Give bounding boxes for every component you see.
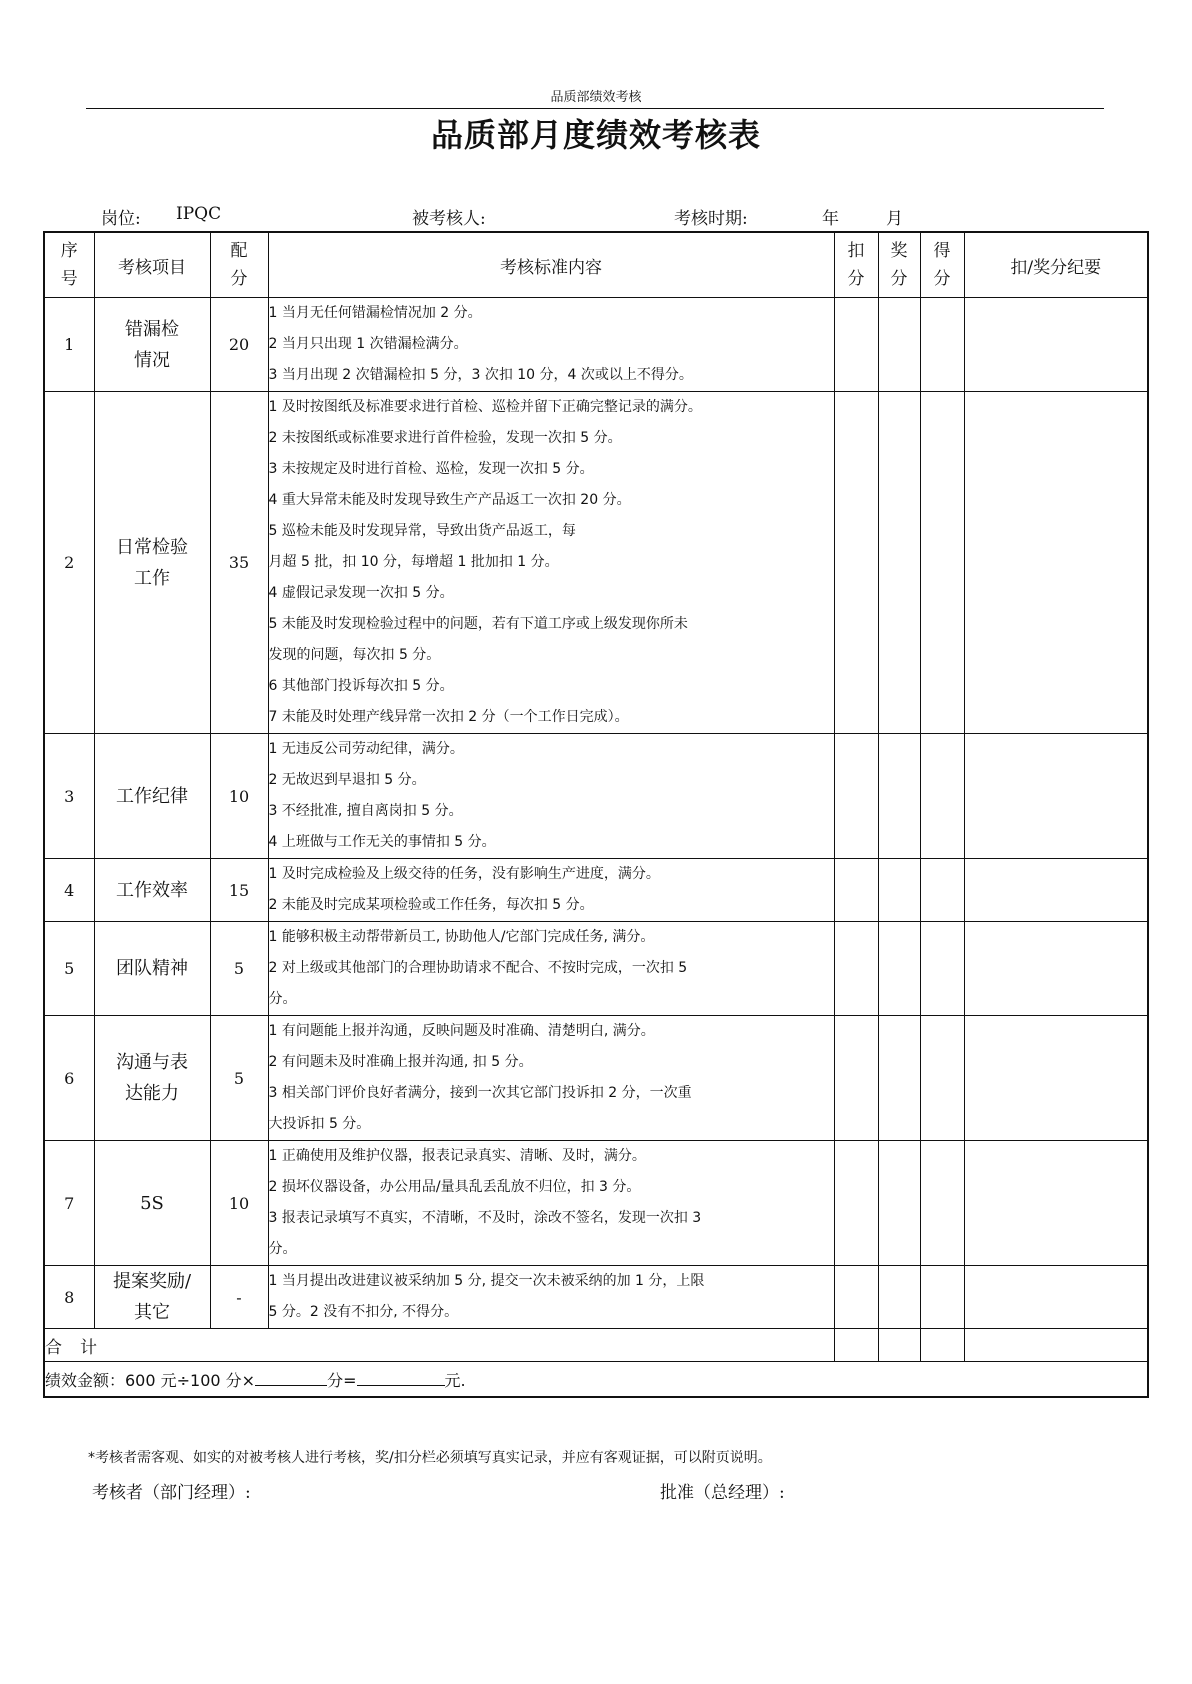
row-points: 15 [210,859,268,922]
examinee-label: 被考核人: [412,209,486,229]
row-seq: 5 [44,922,94,1016]
amount-formula [44,1362,1148,1398]
position-label: 岗位: [101,209,141,229]
running-header: 品质部绩效考核 [550,90,642,105]
row-deduct-cell[interactable] [834,298,878,392]
amount-suffix: 元. [444,1370,466,1390]
row-item [94,298,210,392]
footnote: *考核者需客观、如实的对被考核人进行考核，奖/扣分栏必须填写真实记录，并应有客观证据，可以附页说明。 [88,1450,772,1466]
criteria-line: 1 正确使用及维护仪器，报表记录真实、清晰、及时，满分。 [268,1148,646,1164]
evaluation-table [43,231,1149,1398]
criteria-line: 2 损坏仪器设备，办公用品/量具乱丢乱放不归位，扣 3 分。 [268,1179,641,1195]
row-criteria [268,298,834,392]
row-score-cell[interactable] [920,1016,964,1141]
criteria-line: 7 未能及时处理产线异常一次扣 2 分（一个工作日完成）。 [268,709,629,725]
row-criteria [268,734,834,859]
criteria-line: 5 未能及时发现检验过程中的问题，若有下道工序或上级发现你所未 [268,616,688,632]
total-deduct-cell[interactable] [834,1329,878,1362]
total-bonus-cell[interactable] [878,1329,920,1362]
row-seq: 3 [44,734,94,859]
row-deduct-cell[interactable] [834,1141,878,1266]
criteria-line: 发现的问题，每次扣 5 分。 [268,647,441,663]
total-label: 合计 [44,1329,834,1362]
row-bonus-cell[interactable] [878,1141,920,1266]
criteria-line: 月超 5 批，扣 10 分，每增超 1 批加扣 1 分。 [268,554,559,570]
amount-middle: 分= [327,1370,357,1390]
row-item-line: 日常检验 [116,536,188,558]
header-notes: 扣/奖分纪要 [964,232,1148,298]
row-score-cell[interactable] [920,392,964,734]
amount-row [44,1362,1148,1398]
row-notes-cell[interactable] [964,734,1148,859]
row-seq: 1 [44,298,94,392]
criteria-line: 分。 [268,1241,297,1257]
row-points: 20 [210,298,268,392]
row-criteria [268,1016,834,1141]
score-blank[interactable] [255,1371,327,1386]
year-label: 年 [822,209,839,229]
row-notes-cell[interactable] [964,922,1148,1016]
header-row [44,232,1148,298]
table-row [44,392,1148,734]
table-row [44,859,1148,922]
meta-line [0,204,1192,228]
row-points: 10 [210,734,268,859]
row-bonus-cell[interactable] [878,1266,920,1329]
row-item-line: 错漏检 [125,318,179,340]
row-item-line: 团队精神 [116,958,188,979]
row-points: 10 [210,1141,268,1266]
row-item [94,859,210,922]
approver-signature-label: 批准（总经理）: [660,1483,785,1503]
row-criteria [268,1141,834,1266]
table-row [44,298,1148,392]
criteria-line: 1 有问题能上报并沟通，反映问题及时准确、清楚明白, 满分。 [268,1023,655,1039]
table-row [44,1266,1148,1329]
row-bonus-cell[interactable] [878,1016,920,1141]
row-seq: 7 [44,1141,94,1266]
criteria-line: 1 无违反公司劳动纪律，满分。 [268,741,464,757]
criteria-line: 5 分。2 没有不扣分, 不得分。 [268,1304,459,1320]
row-item-line: 沟通与表 [116,1052,188,1073]
row-bonus-cell[interactable] [878,922,920,1016]
row-item-line: 工作纪律 [116,785,188,807]
row-seq: 2 [44,392,94,734]
row-item [94,734,210,859]
row-item-line: 情况 [134,349,170,371]
row-criteria [268,859,834,922]
criteria-line: 4 重大异常未能及时发现导致生产产品返工一次扣 20 分。 [268,492,631,508]
table-body [44,298,1148,1329]
table-row [44,734,1148,859]
page-title: 品质部月度绩效考核表 [430,116,761,154]
criteria-line: 1 及时按图纸及标准要求进行首检、巡检并留下正确完整记录的满分。 [268,399,702,415]
header-item: 考核项目 [94,232,210,298]
row-criteria [268,392,834,734]
period-label: 考核时期: [674,209,748,229]
row-seq: 8 [44,1266,94,1329]
row-notes-cell[interactable] [964,1266,1148,1329]
row-bonus-cell[interactable] [878,859,920,922]
criteria-line: 2 对上级或其他部门的合理协助请求不配合、不按时完成，一次扣 5 [268,960,688,976]
row-item-line: 达能力 [125,1083,179,1104]
row-notes-cell[interactable] [964,859,1148,922]
row-criteria [268,922,834,1016]
row-item-line: 其它 [134,1302,170,1323]
row-deduct-cell[interactable] [834,1016,878,1141]
row-notes-cell[interactable] [964,392,1148,734]
row-deduct-cell[interactable] [834,392,878,734]
criteria-line: 3 未按规定及时进行首检、巡检，发现一次扣 5 分。 [268,461,594,477]
row-item [94,922,210,1016]
criteria-line: 2 未按图纸或标准要求进行首件检验，发现一次扣 5 分。 [268,430,622,446]
criteria-line: 3 不经批准, 擅自离岗扣 5 分。 [268,803,463,819]
criteria-line: 6 其他部门投诉每次扣 5 分。 [268,678,454,694]
criteria-line: 2 有问题未及时准确上报并沟通, 扣 5 分。 [268,1054,533,1070]
row-deduct-cell[interactable] [834,922,878,1016]
amount-prefix: 绩效金额：600 元÷100 分× [45,1370,256,1390]
header-rule [86,108,1104,109]
criteria-line: 4 虚假记录发现一次扣 5 分。 [268,585,454,601]
criteria-line: 3 报表记录填写不真实，不清晰，不及时，涂改不签名，发现一次扣 3 [268,1210,702,1226]
row-deduct-cell[interactable] [834,734,878,859]
criteria-line: 2 无故迟到早退扣 5 分。 [268,772,426,788]
row-points: - [210,1266,268,1329]
row-bonus-cell[interactable] [878,392,920,734]
row-deduct-cell[interactable] [834,859,878,922]
table-row [44,922,1148,1016]
criteria-line: 4 上班做与工作无关的事情扣 5 分。 [268,834,496,850]
row-item [94,1016,210,1141]
row-notes-cell[interactable] [964,1141,1148,1266]
row-deduct-cell[interactable] [834,1266,878,1329]
total-score-cell[interactable] [920,1329,964,1362]
criteria-line: 大投诉扣 5 分。 [268,1116,371,1132]
assessor-signature-label: 考核者（部门经理）: [92,1483,251,1503]
criteria-line: 1 当月提出改进建议被采纳加 5 分, 提交一次未被采纳的加 1 分，上限 [268,1273,705,1289]
criteria-line: 3 相关部门评价良好者满分，接到一次其它部门投诉扣 2 分，一次重 [268,1085,692,1101]
total-row [44,1329,1148,1362]
row-item-line: 提案奖励/ [112,1271,192,1292]
header-score: 得 分 [920,232,964,298]
position-value: IPQC [176,204,222,224]
amount-blank[interactable] [357,1371,445,1386]
criteria-line: 1 能够积极主动帮带新员工, 协助他人/它部门完成任务, 满分。 [268,929,655,945]
row-points: 5 [210,1016,268,1141]
criteria-line: 分。 [268,991,297,1007]
table-row [44,1016,1148,1141]
row-score-cell[interactable] [920,298,964,392]
total-notes-cell[interactable] [964,1329,1148,1362]
criteria-line: 1 当月无任何错漏检情况加 2 分。 [268,305,482,321]
row-criteria [268,1266,834,1329]
row-score-cell[interactable] [920,1141,964,1266]
month-label: 月 [886,209,903,229]
criteria-line: 3 当月出现 2 次错漏检扣 5 分，3 次扣 10 分，4 次或以上不得分。 [268,367,693,383]
row-notes-cell[interactable] [964,1016,1148,1141]
row-score-cell[interactable] [920,734,964,859]
row-points: 35 [210,392,268,734]
row-bonus-cell[interactable] [878,734,920,859]
header-seq: 序 号 [44,232,94,298]
table-row [44,1141,1148,1266]
row-score-cell[interactable] [920,922,964,1016]
criteria-line: 1 及时完成检验及上级交待的任务，没有影响生产进度，满分。 [268,866,660,882]
row-item-line: 工作效率 [116,879,188,901]
row-notes-cell[interactable] [964,298,1148,392]
row-item [94,1266,210,1329]
row-seq: 6 [44,1016,94,1141]
row-score-cell[interactable] [920,1266,964,1329]
row-item-line: 5S [140,1192,164,1214]
header-bonus: 奖 分 [878,232,920,298]
criteria-line: 2 当月只出现 1 次错漏检满分。 [268,336,468,352]
header-criteria: 考核标准内容 [268,232,834,298]
header-points: 配 分 [210,232,268,298]
row-item [94,392,210,734]
row-points: 5 [210,922,268,1016]
criteria-line: 5 巡检未能及时发现异常，导致出货产品返工，每 [268,523,576,539]
row-seq: 4 [44,859,94,922]
row-bonus-cell[interactable] [878,298,920,392]
row-score-cell[interactable] [920,859,964,922]
row-item-line: 工作 [134,567,170,589]
criteria-line: 2 未能及时完成某项检验或工作任务，每次扣 5 分。 [268,897,594,913]
row-item [94,1141,210,1266]
header-deduct: 扣 分 [834,232,878,298]
